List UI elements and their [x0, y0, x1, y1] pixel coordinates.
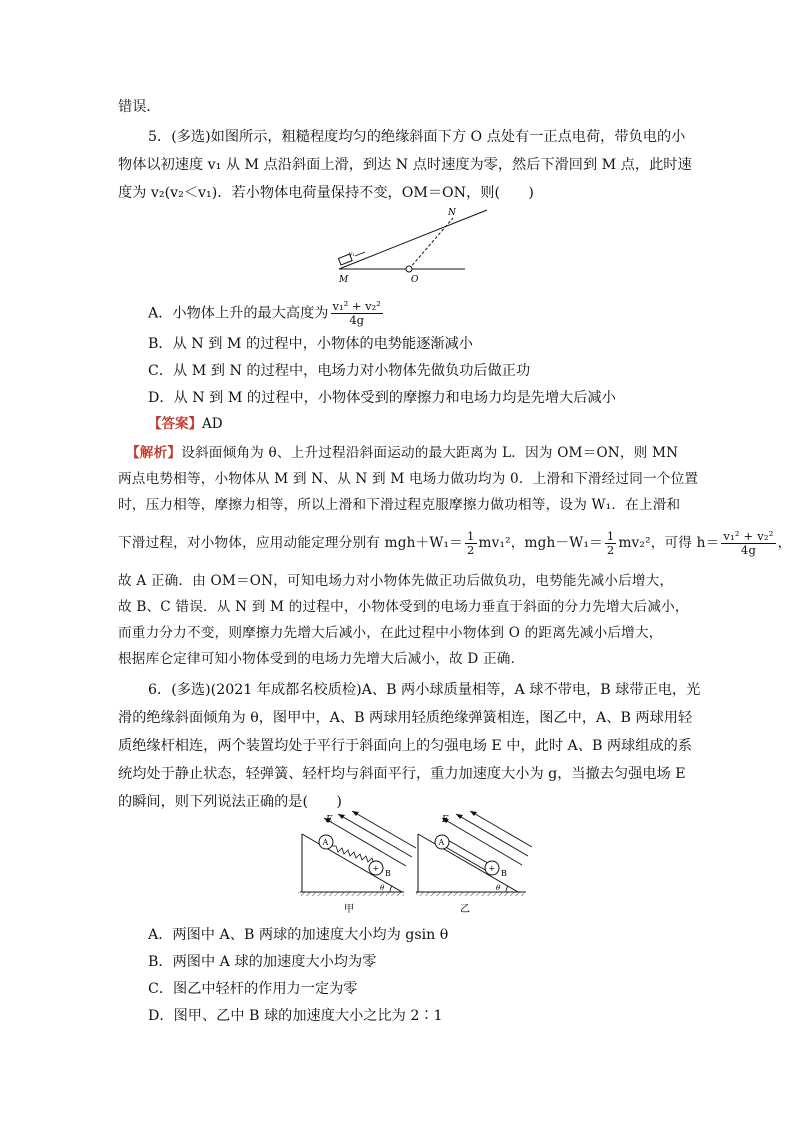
ball-a-left: A	[322, 838, 329, 847]
theta-left: θ	[380, 884, 385, 892]
explanation-tag: 【解析】	[126, 445, 182, 461]
theta-right: θ	[496, 884, 501, 892]
label-m: M	[339, 275, 349, 285]
label-o: O	[411, 275, 419, 285]
ball-a-right: A	[438, 838, 445, 847]
question-6-line-1: 6．(多选)(2021 年成都名校质检)A、B 两小球质量相等，A 球不带电，B 球带正电，光	[148, 682, 701, 698]
question-6-line-5: 的瞬间，则下列说法正确的是( )	[118, 794, 342, 810]
fraction-numerator: 1	[466, 529, 475, 543]
question-5-line-1: 5．(多选)如图所示，粗糙程度均匀的绝缘斜面下方 O 点处有一正点电荷，带负电的小	[148, 129, 686, 145]
option-6b: B．两图中 A 球的加速度大小均为零	[148, 954, 377, 970]
option-5c: C．从 M 到 N 的过程中，电场力对小物体先做负功后做正功	[148, 363, 531, 379]
explanation-text: ，	[777, 535, 792, 551]
question-5-line-3: 度为 v₂(v₂＜v₁)．若小物体电荷量保持不变，OM＝ON，则( )	[118, 185, 534, 201]
figure-two-inclines	[296, 810, 536, 922]
fraction-denominator: 4g	[349, 313, 365, 327]
fraction-numerator: 1	[606, 529, 615, 543]
question-6-line-4: 统均处于静止状态，轻弹簧、轻杆均与斜面平行，重力加速度大小为 g，当撤去匀强电场 E	[118, 766, 686, 782]
fraction-half	[605, 530, 617, 557]
option-5a-text: A．小物体上升的最大高度为	[148, 305, 329, 322]
figure-incline-mno	[325, 200, 495, 290]
question-5-line-2: 物体以初速度 v₁ 从 M 点沿斜面上滑，到达 N 点时速度为零，然后下滑回到 M 点，此时速	[118, 157, 692, 173]
option-6c: C．图乙中轻杆的作用力一定为零	[148, 981, 358, 997]
answer-tag: 【答案】	[148, 416, 202, 432]
label-v1: v₁	[349, 251, 355, 258]
fraction-denominator: 4g	[740, 543, 757, 557]
caption-yi: 乙	[460, 904, 470, 915]
option-6d: D．图甲、乙中 B 球的加速度大小之比为 2∶1	[148, 1008, 443, 1024]
explanation-line-6: 故 B、C 错误．从 N 到 M 的过程中，小物体受到的电场力垂直于斜面的分力先增大后减小，	[118, 599, 689, 615]
explanation-line-4	[118, 530, 791, 557]
answer-line	[148, 414, 223, 434]
fraction-numerator: v₁² + v₂²	[332, 299, 381, 313]
caption-jia: 甲	[344, 904, 354, 915]
setup-spring	[298, 811, 416, 915]
field-label-right: E	[442, 815, 449, 825]
text-line: 错误．	[118, 99, 161, 115]
option-5b: B．从 N 到 M 的过程中，小物体的电势能逐渐减小	[148, 336, 473, 352]
plus-left: +	[372, 864, 380, 873]
question-6-line-2: 滑的绝缘斜面倾角为 θ，图甲中，A、B 两球用轻质绝缘弹簧相连，图乙中，A、B 两球用轻	[118, 710, 693, 726]
explanation-line-2: 两点电势相等，小物体从 M 到 N、从 N 到 M 电场力做功均为 0．上滑和下滑经过同一个位置	[118, 471, 699, 487]
explanation-text: mv₂²，可得 h＝	[618, 535, 720, 551]
explanation-line-3: 时，压力相等，摩擦力相等，所以上滑和下滑过程克服摩擦力做功相等，设为 W₁．在上滑和	[118, 497, 681, 513]
explanation-line-5: 故 A 正确．由 OM＝ON，可知电场力对小物体先做正功后做负功，电势能先减小后增大，	[118, 573, 674, 589]
question-6-line-3: 质绝缘杆相连，两个装置均处于平行于斜面向上的匀强电场 E 中，此时 A、B 两球组成的系	[118, 738, 693, 754]
explanation-line-7: 而重力分力不变，则摩擦力先增大后减小，在此过程中小物体到 O 的距离先减小后增大，	[118, 625, 663, 641]
option-6a: A．两图中 A、B 两球的加速度大小均为 gsin θ	[148, 927, 449, 943]
answer-value: AD	[202, 416, 223, 432]
ball-b-left: B	[385, 869, 391, 878]
explanation-text: mv₁²，mgh－W₁＝	[478, 535, 603, 551]
label-n: N	[448, 208, 456, 218]
fraction-denominator: 2	[606, 543, 615, 557]
ball-b-right: B	[501, 869, 507, 878]
explanation-line-8: 根据库仑定律可知小物体受到的电场力先增大后减小，故 D 正确．	[118, 651, 525, 667]
fraction-numerator: v₁² + v₂²	[723, 529, 774, 543]
fraction-denominator: 2	[466, 543, 475, 557]
setup-rod	[416, 811, 532, 915]
explanation-text: 设斜面倾角为 θ、上升过程沿斜面运动的最大距离为 L．因为 OM＝ON，则 MN	[181, 445, 679, 461]
fraction-h	[721, 530, 775, 557]
fraction-5a	[331, 300, 383, 327]
plus-right: +	[488, 864, 496, 873]
fraction-half	[465, 530, 477, 557]
option-5d: D．从 N 到 M 的过程中，小物体受到的摩擦力和电场力均是先增大后减小	[148, 390, 616, 406]
explanation-text: 下滑过程，对小物体，应用动能定理分别有 mgh＋W₁＝	[118, 535, 463, 551]
option-5a	[148, 300, 385, 327]
explanation-line-1	[126, 443, 678, 463]
field-label-left: E	[326, 815, 333, 825]
